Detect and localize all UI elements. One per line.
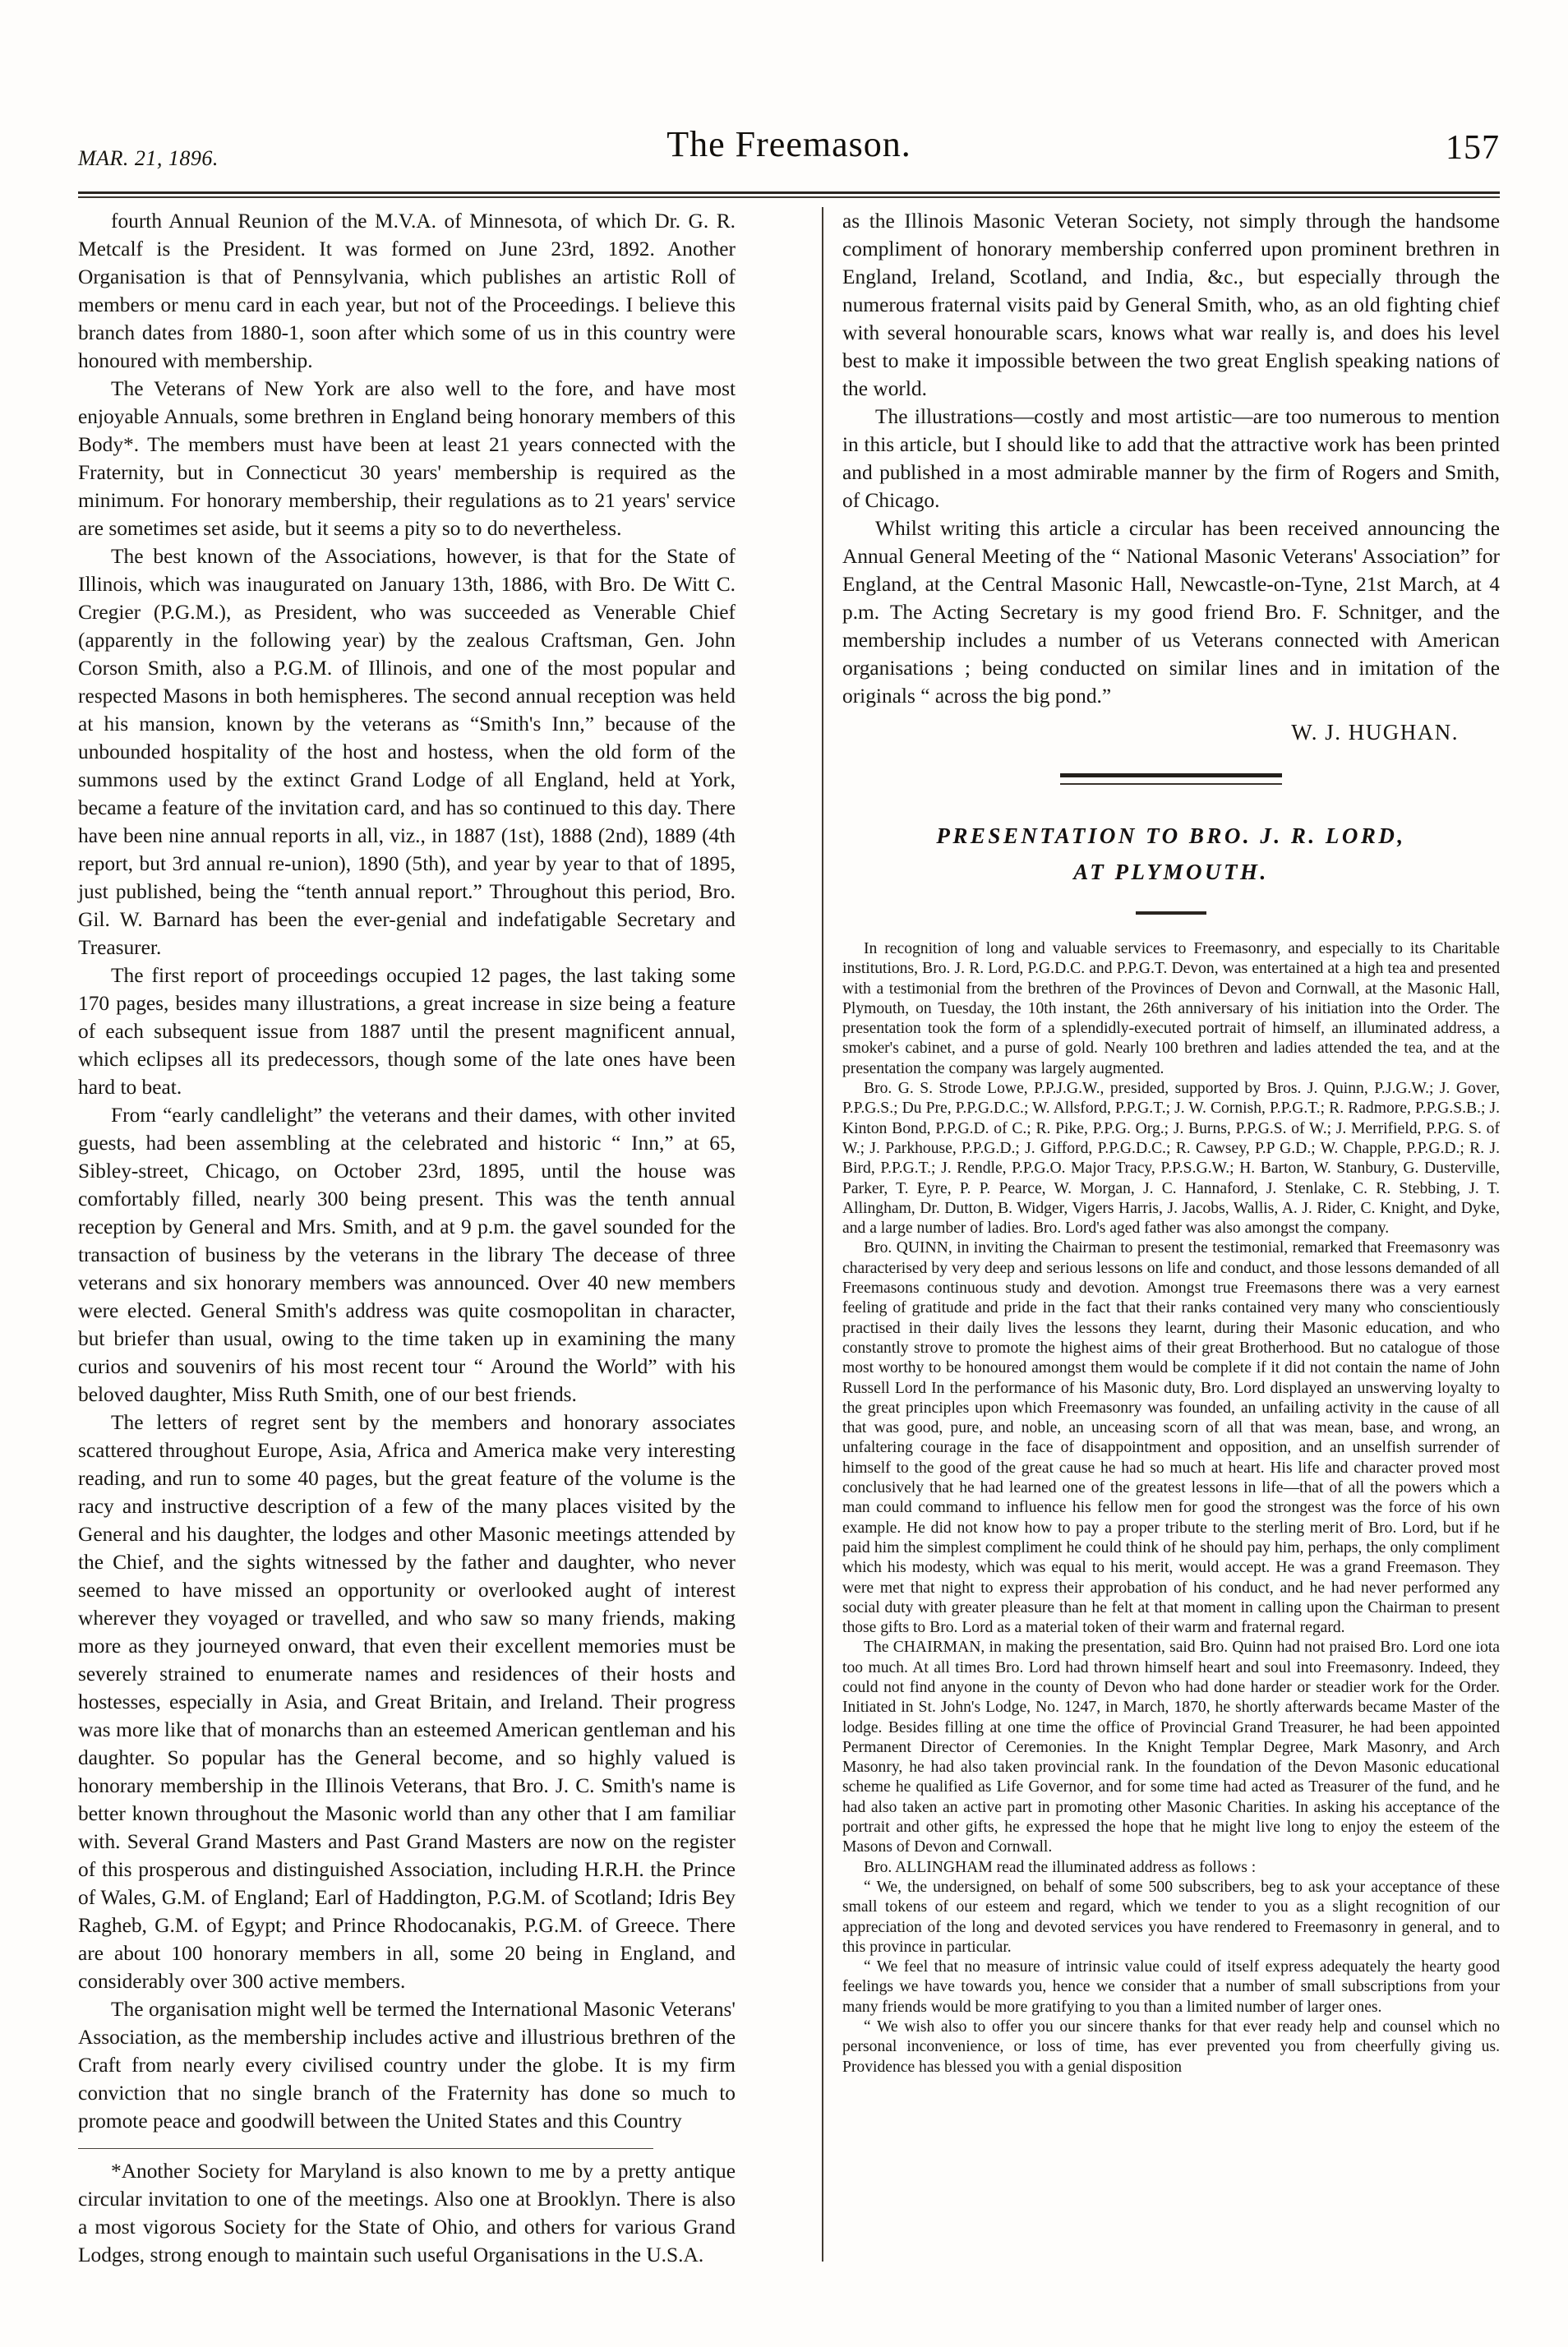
- issue-date: MAR. 21, 1896.: [78, 146, 219, 170]
- paragraph: “ We feel that no measure of intrinsic value could of itself express adequately the hearty good feelings we have towards you, hence we consider that a number of small subscriptions from your many friends would be more gratifying to you than a limited number of larger ones.: [842, 1958, 1500, 2016]
- paragraph: The CHAIRMAN, in making the presentation, said Bro. Quinn had not praised Bro. Lord one iota too much. At all times Bro. Lord had thrown himself heart and soul into Freemasonry. Indeed, they could not find anyone in the county of Devon who had done harder or steadier work for the Order. Initiated in St. John's Lodge, No. 1247, in March, 1870, he shortly afterwards became Master of the lodge. Besides filling at one time the office of Provincial Grand Treasurer, he had been appointed Permanent Director of Ceremonies. In the Knight Templar Degree, Mark Masonry, and Arch Masonry, he had also taken provincial rank. In the foundation of the Devon Masonic educational scheme he qualified as Life Governor, and for some time had acted as Treasurer of the fund, and he had also taken an active part in promoting other Masonic Charities. In asking his acceptance of the portrait and other gifts, he expressed the hope that he might live long to enjoy the esteem of the Masons of Devon and Cornwall.: [842, 1639, 1500, 1856]
- paragraph: From “early candlelight” the veterans and their dames, with other invited guests, had been assembling at the celebrated and historic “ Inn,” at 65, Sibley-street, Chicago, on October 23rd, 1895, until the house was comfortably filled, nearly 300 being present. This was the tenth annual reception by General and Mrs. Smith, and at 9 p.m. the gavel sounded for the transaction of business by the veterans in the library The decease of three veterans and six honorary members was announced. Over 40 new members were elected. General Smith's address was quite cosmopolitan in character, but briefer than usual, owing to the time taken up in examining the many curios and souvenirs of his most recent tour “ Around the World” with his beloved daughter, Miss Ruth Smith, one of our best friends.: [78, 1104, 736, 1406]
- paragraph: In recognition of long and valuable services to Freemasonry, and especially to its Charitable institutions, Bro. J. R. Lord, P.G.D.C. and P.P.G.T. Devon, was entertained at a high tea and presented with a testimonial from the brethren of the Provinces of Devon and Cornwall, at the Masonic Hall, Plymouth, on Tuesday, the 10th instant, the 26th anniversary of his initiation into the Order. The presentation took the form of a splendidly-executed portrait of himself, an illuminated address, a smoker's cabinet, and a purse of gold. Nearly 100 brethren and ladies attended the tea, and at the presentation the company was largely augmented.: [842, 940, 1500, 1077]
- left-column: [78, 207, 736, 2278]
- article-continuation: [842, 207, 1500, 745]
- paragraph: The Veterans of New York are also well to the fore, and have most enjoyable Annuals, some brethren in England being honorary members of this Body*. The members must have been at least 21 years connected with the Fraternity, but in Connecticut 30 years' membership is required as the minimum. For honorary membership, their regulations as to 21 years' service are sometimes set aside, but it seems a pity so to do nevertheless.: [78, 377, 736, 540]
- paragraph: fourth Annual Reunion of the M.V.A. of Minnesota, of which Dr. G. R. Metcalf is the President. It was formed on June 23rd, 1892. Another Organisation is that of Pennsylvania, which publishes an artistic Roll of members or menu card in each year, but not of the Proceedings. I believe this branch dates from 1880-1, soon after which some of us in this country were honoured with membership.: [78, 210, 736, 372]
- paragraph: The best known of the Associations, however, is that for the State of Illinois, which was inaugurated on January 13th, 1886, with Bro. De Witt C. Cregier (P.G.M.), as President, who was succeeded as Venerable Chief (apparently in the following year) by the zealous Craftsman, Gen. John Corson Smith, also a P.G.M. of Illinois, and one of the most popular and respected Masons in both hemispheres. The second annual reception was held at his mansion, known by the veterans as “Smith's Inn,” because of the unbounded hospitality of the host and hostess, when the old form of the summons used by the extinct Grand Lodge of all England, held at York, became a feature of the invitation card, and has so continued to this day. There have been nine annual reports in all, viz., in 1887 (1st), 1888 (2nd), 1889 (4th report, but 3rd annual re-union), 1890 (5th), and year by year to that of 1895, just published, being the “tenth annual report.” Throughout this period, Bro. Gil. W. Barnard has been the ever-genial and indefatigable Secretary and Treasurer.: [78, 545, 736, 959]
- footnote: *Another Society for Maryland is also known to me by a pretty antique circular invitation to one of the meetings. Also one at Brooklyn. There is also a most vigorous Society for the State of Ohio, and others for various Grand Lodges, strong enough to maintain such useful Organisations in the U.S.A.: [78, 2160, 736, 2266]
- column-container: [78, 207, 1500, 2278]
- section-title: [842, 818, 1500, 890]
- paragraph: “ We, the undersigned, on behalf of some 500 subscribers, beg to ask your acceptance of these small tokens of our esteem and regard, which we tender to you as a slight recognition of our appreciation of the long and devoted services you have rendered to Freemasonry in general, and to this province in particular.: [842, 1878, 1500, 1956]
- masthead: [78, 123, 1500, 189]
- right-column: [842, 207, 1500, 2278]
- footnote-rule: [78, 2148, 653, 2149]
- paragraph: The letters of regret sent by the members and honorary associates scattered throughout Europe, Asia, Africa and America make very interesting reading, and run to some 40 pages, but the great feature of the volume is the racy and instructive description of a few of the many places visited by the General and his daughter, the lodges and other Masonic meetings attended by the Chief, and the sights witnessed by the father and daughter, who never seemed to have missed an opportunity or overlooked aught of interest wherever they voyaged or travelled, and who saw so many friends, making more as they journeyed onward, that even their excellent memories must be severely strained to enumerate names and residences of their hosts and hostesses, especially in Asia, and Great Britain, and Ireland. Their progress was more like that of monarchs than an esteemed American gentleman and his daughter. So popular has the General become, and so highly valued is honorary membership in the Illinois Veterans, that Bro. J. C. Smith's name is better known throughout the Masonic world than any other that I am familiar with. Several Grand Masters and Past Grand Masters are now on the register of this prosperous and distinguished Association, including H.R.H. the Prince of Wales, G.M. of England; Earl of Haddington, P.G.M. of Scotland; Idris Bey Ragheb, G.M. of Egypt; and Prince Rhodocanakis, P.G.M. of Greece. There are about 100 honorary members in all, some 20 being in England, and considerably over 300 active members.: [78, 1411, 736, 1993]
- paragraph: Bro. QUINN, in inviting the Chairman to present the testimonial, remarked that Freemasonry was characterised by very deep and serious lessons on life and conduct, and those lessons demanded of all Freemasons continuous study and devotion. Amongst true Freemasons there was a very earnest feeling of gratitude and pride in the fact that their ranks contained very many who conscientiously practised in their daily lives the lessons they learnt, during their Masonic education, and who constantly strove to promote the highest aims of their great Brotherhood. But no catalogue of those most worthy to be honoured amongst them would be complete if it did not contain the name of John Russell Lord In the performance of his Masonic duty, Bro. Lord displayed an unswerving loyalty to the great principles upon which Freemasonry was founded, an unfailing activity in the cause of all that was good, pure, and noble, an unceasing scorn of all that was mean, base, and wrong, an unfaltering courage in the face of disappointment and opposition, and an unselfish surrender of himself to the good of the great cause he had so much at heart. His life and character proved most conclusively that he had learned one of the greatest lessons in life—that of all the powers which a man could command to influence his fellow men for good the strongest was the force of his own example. He did not know how to pay a proper tribute to the sterling merit of Bro. Lord, but if he paid him the simplest compliment he could think of he should pay him, perhaps, the only compliment which his modesty, which was equal to his merit, would accept. He was a grand Freemason. They were met that night to express their approbation of his conduct, and he had never performed any social duty with greater pleasure than he felt at that moment in calling upon the Chairman to present those gifts to Bro. Lord as a material token of their warm and fraternal regard.: [842, 1239, 1500, 1637]
- section-title-line-2: AT PLYMOUTH.: [1073, 860, 1269, 884]
- section-title-line-1: PRESENTATION TO BRO. J. R. LORD,: [936, 823, 1406, 848]
- spacer: [842, 915, 1500, 939]
- paragraph: The illustrations—costly and most artistic—are too numerous to mention in this article, but I should like to add that the attractive work has been printed and published in a most admirable manner by the firm of Rogers and Smith, of Chicago.: [842, 405, 1500, 512]
- presentation-report: [842, 939, 1500, 2077]
- paper-title: The Freemason.: [666, 124, 911, 164]
- page-number: 157: [1446, 129, 1500, 167]
- section-rule-double: [1060, 773, 1282, 785]
- paragraph: “ We wish also to offer you our sincere thanks for that ever ready help and counsel which no personal inconvenience, or loss of time, has ever prevented you from cheerfully giving us. Providence has blessed you with a genial disposition: [842, 2018, 1500, 2076]
- paragraph: Whilst writing this article a circular has been received announcing the Annual General Meeting of the “ National Masonic Veterans' Association” for England, at the Central Masonic Hall, Newcastle-on-Tyne, 21st March, at 4 p.m. The Acting Secretary is my good friend Bro. F. Schnitger, and the membership includes a number of us Veterans connected with American organisations ; being conducted on similar lines and in imitation of the originals “ across the big pond.”: [842, 517, 1500, 708]
- paragraph: Bro. ALLINGHAM read the illuminated address as follows :: [864, 1858, 1257, 1876]
- paragraph: The organisation might well be termed the International Masonic Veterans' Association, as the membership includes active and illustrious brethren of the Craft from nearly every civilised country under the globe. It is my firm conviction that no single branch of the Fraternity has done so much to promote peace and goodwill between the United States and this Country: [78, 1998, 736, 2133]
- article-signature: W. J. HUGHAN.: [1291, 720, 1459, 745]
- paragraph: The first report of proceedings occupied 12 pages, the last taking some 170 pages, besides many illustrations, a great increase in size being a feature of each subsequent issue from 1887 until the present magnificent annual, which eclipses all its predecessors, though some of the late ones have been hard to beat.: [78, 964, 736, 1099]
- masthead-rule: [78, 191, 1500, 198]
- column-divider: [822, 207, 823, 2262]
- paragraph: Bro. G. S. Strode Lowe, P.P.J.G.W., presided, supported by Bros. J. Quinn, P.J.G.W.; J. Gover, P.P.G.S.; Du Pre, P.P.G.D.C.; W. Allsford, P.P.G.T.; J. W. Cornish, P.P.G.T.; R. Radmore, P.P.G.S.B.; J. Kinton Bond, P.P.G.D. of C.; R. Pike, P.P.G. Org.; J. Burns, P.P.G.S. of W.; J. Merrifield, P.P.G. S. of W.; J. Parkhouse, P.P.G.D.; J. Gifford, P.P.G.D.C.; R. Cawsey, P.P G.D.; W. Chapple, P.P.G.D.; R. J. Bird, P.P.G.T.; J. Rendle, P.P.G.O. Major Tracy, P.P.S.G.W.; H. Barton, W. Stanbury, G. Dusterville, Parker, T. Eyre, P. P. Pearce, W. Morgan, J. C. Hannaford, J. Stenlake, C. R. Stebbing, J. T. Allingham, Dr. Dutton, B. Widger, Vigers Harris, J. Jacobs, Wallis, A. J. Rider, C. Knight, and Dyke, and a large number of ladies. Bro. Lord's aged father was also amongst the company.: [842, 1080, 1500, 1238]
- paragraph: as the Illinois Masonic Veteran Society, not simply through the handsome compliment of honorary membership conferred upon prominent brethren in England, Ireland, Scotland, and India, &c., but especially through the numerous fraternal visits paid by General Smith, who, as an old fighting chief with several honourable scars, knows what war really is, and does his level best to make it impossible between the two great English speaking nations of the world.: [842, 210, 1500, 400]
